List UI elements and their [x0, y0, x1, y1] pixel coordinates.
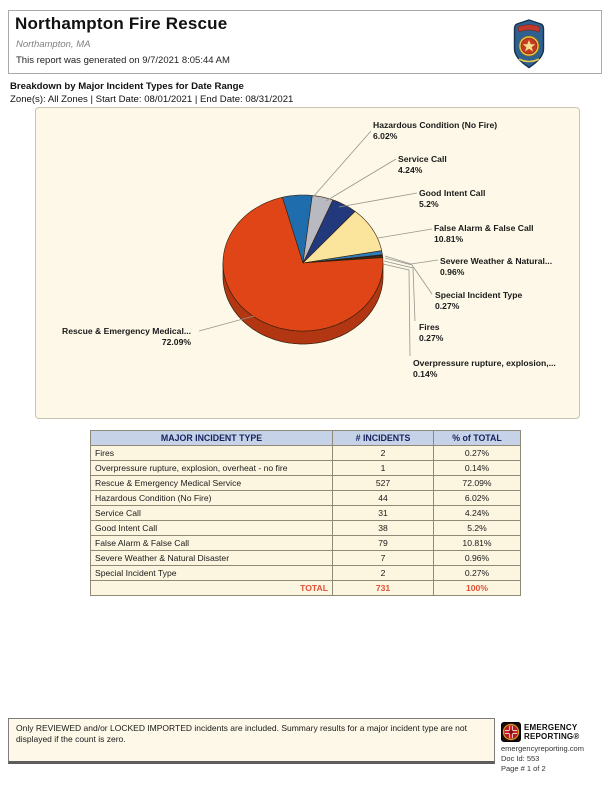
department-title: Northampton Fire Rescue	[15, 14, 228, 33]
pie-label-3	[434, 223, 534, 244]
pie-label-percent: 0.96%	[440, 266, 465, 277]
cell-percent: 4.24%	[434, 506, 521, 521]
cell-incident-type: Rescue & Emergency Medical Service	[91, 476, 333, 491]
brand-line2: REPORTING®	[524, 731, 580, 741]
cell-percent: 100%	[434, 581, 521, 596]
department-badge-icon	[512, 19, 546, 74]
cell-count: 2	[333, 566, 434, 581]
cell-percent: 0.27%	[434, 446, 521, 461]
cell-count: 2	[333, 446, 434, 461]
cell-incident-type: Special Incident Type	[91, 566, 333, 581]
pie-label-name: Fires	[419, 322, 440, 332]
pie-label-name: Overpressure rupture, explosion,...	[413, 358, 556, 368]
footer-page-number: Page # 1 of 2	[501, 764, 546, 773]
table-row	[91, 491, 521, 506]
pie-label-name: Service Call	[398, 154, 447, 164]
report-heading: Breakdown by Major Incident Types for Date Range	[10, 81, 244, 92]
incident-table-head	[91, 431, 521, 446]
brand-line1: EMERGENCY	[524, 723, 578, 732]
cell-percent: 0.96%	[434, 551, 521, 566]
cell-incident-type: Service Call	[91, 506, 333, 521]
pie-label-6	[419, 322, 443, 343]
generated-timestamp: This report was generated on 9/7/2021 8:05:44 AM	[16, 55, 230, 66]
pie-label-percent: 6.02%	[373, 130, 398, 141]
column-header-1: # INCIDENTS	[333, 431, 434, 446]
pie-label-percent: 0.27%	[435, 300, 460, 311]
pie-label-0	[373, 120, 497, 141]
pie-chart-panel	[35, 107, 580, 419]
leader-line-6	[384, 261, 415, 321]
pie-label-2	[419, 188, 485, 209]
table-row	[91, 461, 521, 476]
table-row	[91, 551, 521, 566]
pie-label-percent: 0.27%	[419, 332, 444, 343]
column-header-0: MAJOR INCIDENT TYPE	[91, 431, 333, 446]
pie-label-1	[398, 154, 447, 175]
cell-incident-type: Good Intent Call	[91, 521, 333, 536]
pie-label-5	[435, 290, 522, 311]
leader-line-1	[326, 159, 396, 201]
leader-line-7	[383, 264, 410, 356]
table-row	[91, 476, 521, 491]
cell-count: 79	[333, 536, 434, 551]
pie-label-name: Rescue & Emergency Medical...	[62, 326, 191, 336]
cell-count: 731	[333, 581, 434, 596]
cell-percent: 10.81%	[434, 536, 521, 551]
report-header	[8, 10, 602, 74]
cell-count: 527	[333, 476, 434, 491]
pie-label-percent: 5.2%	[419, 198, 439, 209]
pie-label-name: Severe Weather & Natural...	[440, 256, 553, 266]
footer-website: emergencyreporting.com	[501, 744, 584, 753]
cell-count: 44	[333, 491, 434, 506]
pie-label-4	[440, 256, 552, 277]
cell-incident-type: Overpressure rupture, explosion, overheat - no fire	[91, 461, 333, 476]
pie-label-percent: 4.24%	[398, 164, 423, 175]
cell-percent: 0.14%	[434, 461, 521, 476]
cell-incident-type: Fires	[91, 446, 333, 461]
cell-count: 38	[333, 521, 434, 536]
table-row	[91, 446, 521, 461]
pie-label-name: Good Intent Call	[419, 188, 486, 198]
footer-note-box	[8, 718, 495, 764]
pie-label-name: False Alarm & False Call	[434, 223, 534, 233]
incident-table-body	[91, 446, 521, 596]
cell-incident-type: Severe Weather & Natural Disaster	[91, 551, 333, 566]
pie-label-percent: 0.14%	[413, 368, 438, 379]
pie-label-name: Special Incident Type	[435, 290, 523, 300]
pie-label-7	[413, 358, 556, 379]
pie-label-percent: 10.81%	[434, 233, 464, 244]
pie-label-8	[62, 326, 191, 347]
column-header-2: % of TOTAL	[434, 431, 521, 446]
cell-count: 1	[333, 461, 434, 476]
cell-incident-type: TOTAL	[91, 581, 333, 596]
table-row	[91, 521, 521, 536]
table-row	[91, 536, 521, 551]
incident-summary-table	[90, 430, 521, 596]
footer-note-text: Only REVIEWED and/or LOCKED IMPORTED incidents are included. Summary results for a major incident type are not displayed if the count is zero.	[16, 723, 467, 744]
cell-incident-type: Hazardous Condition (No Fire)	[91, 491, 333, 506]
table-total-row	[91, 581, 521, 596]
leader-line-2	[339, 193, 417, 207]
pie-label-name: Hazardous Condition (No Fire)	[373, 120, 498, 130]
pie-label-percent: 72.09%	[161, 336, 191, 347]
cell-count: 7	[333, 551, 434, 566]
cell-percent: 6.02%	[434, 491, 521, 506]
report-filters: Zone(s): All Zones | Start Date: 08/01/2021 | End Date: 08/31/2021	[10, 94, 294, 105]
department-location: Northampton, MA	[16, 39, 91, 50]
cell-percent: 72.09%	[434, 476, 521, 491]
table-row	[91, 506, 521, 521]
cell-percent: 0.27%	[434, 566, 521, 581]
leader-line-0	[313, 131, 371, 197]
table-row	[91, 566, 521, 581]
footer-doc-id: Doc Id: 553	[501, 754, 540, 763]
leader-line-3	[378, 229, 432, 238]
cell-percent: 5.2%	[434, 521, 521, 536]
cell-count: 31	[333, 506, 434, 521]
emergency-reporting-wordmark	[524, 724, 579, 741]
cell-incident-type: False Alarm & False Call	[91, 536, 333, 551]
